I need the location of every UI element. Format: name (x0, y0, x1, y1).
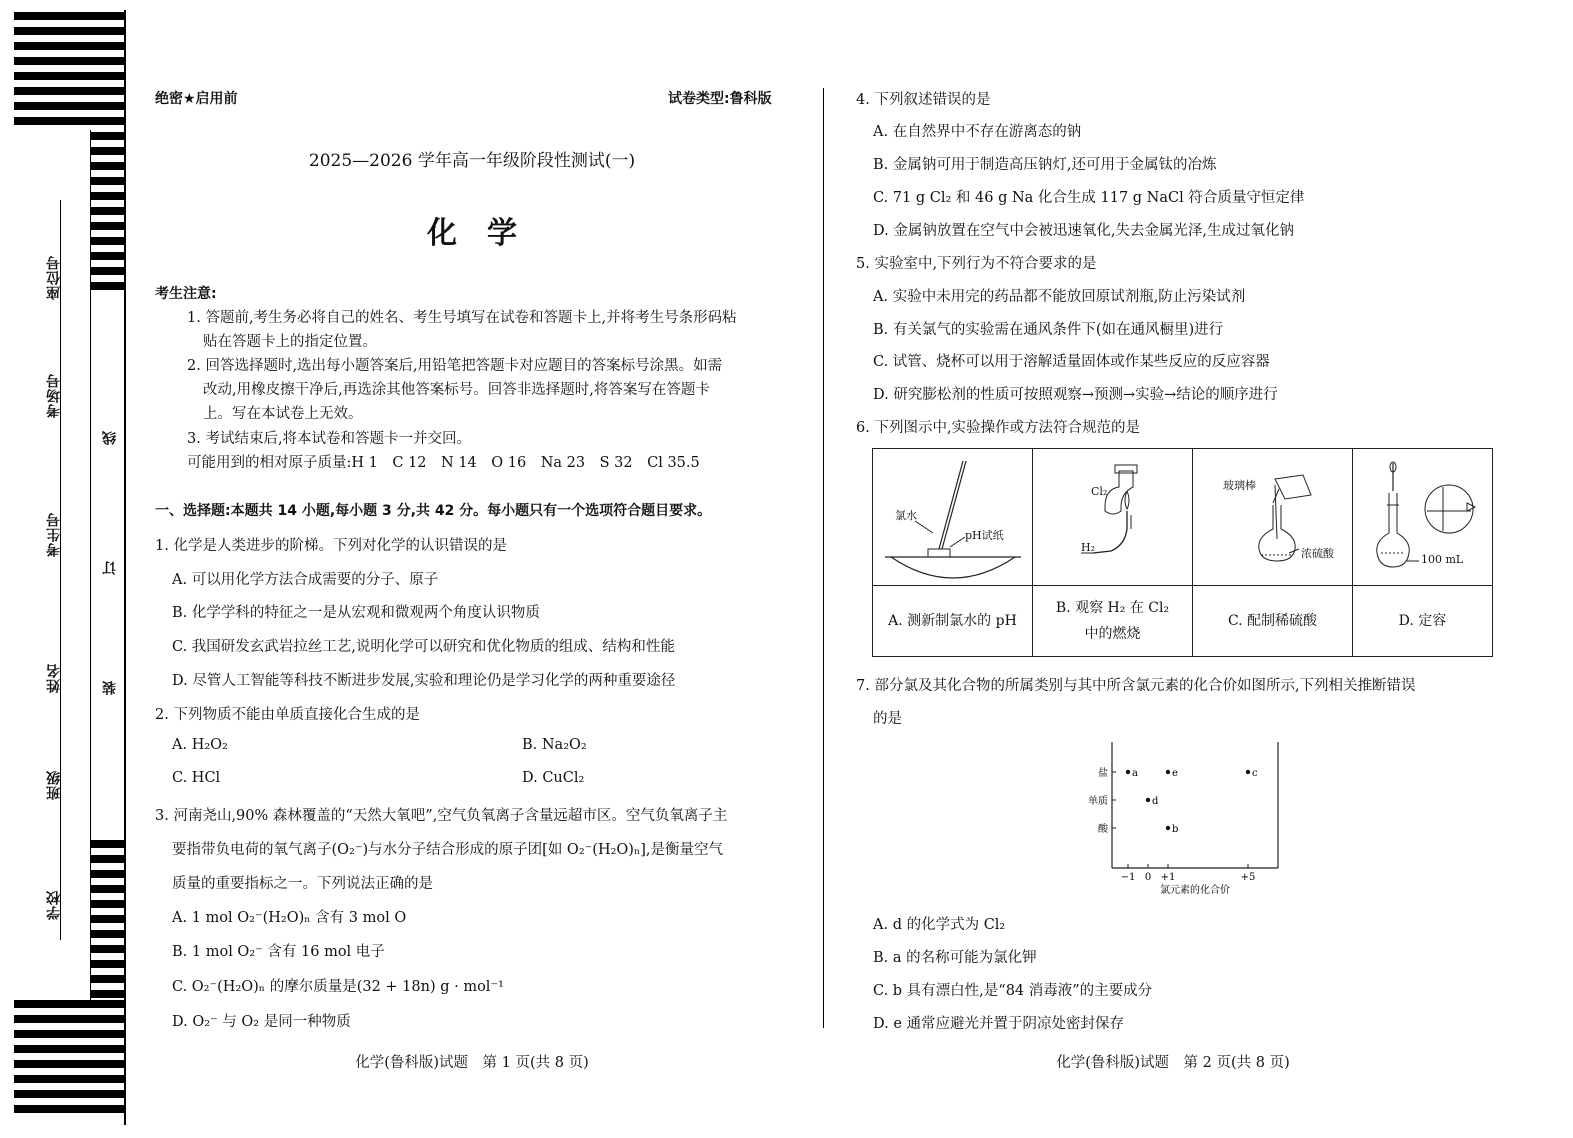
field-school[interactable]: 学校 (46, 890, 62, 920)
page2-footer: 化学(鲁科版)试题 第 2 页(共 8 页) (1056, 1055, 1290, 1071)
data-point-label: e (1172, 768, 1178, 779)
label-ph-paper: pH试纸 (965, 529, 1004, 542)
y-category-label: 盐 (1098, 768, 1108, 779)
y-category-label: 单质 (1088, 796, 1108, 807)
q6-figure-b[interactable] (1032, 448, 1193, 586)
atomic-mass-line: 可能用到的相对原子质量:H 1 C 12 N 14 O 16 Na 23 S 32 Cl 35.5 (187, 455, 700, 471)
field-student-id[interactable]: 考生号 (46, 512, 62, 557)
q1-option-c[interactable]: C. 我国研发玄武岩拉丝工艺,说明化学可以研究和优化物质的组成、结构和性能 (172, 639, 675, 655)
x-tick-label: +1 (1160, 872, 1176, 883)
x-axis-label: 氯元素的化合价 (1160, 885, 1230, 896)
data-point-label: d (1152, 796, 1159, 807)
notes-title: 考生注意: (155, 286, 217, 302)
q2-option-d[interactable]: D. CuCl₂ (522, 770, 585, 786)
data-point-label: b (1172, 824, 1179, 835)
q3-option-a[interactable]: A. 1 mol O₂⁻(H₂O)ₙ 含有 3 mol O (172, 910, 407, 926)
q3-option-b[interactable]: B. 1 mol O₂⁻ 含有 16 mol 电子 (172, 944, 385, 960)
h2-cl2-combustion-illustration (1033, 449, 1192, 585)
q4-option-c[interactable]: C. 71 g Cl₂ 和 46 g Na 化合生成 117 g NaCl 符合质量守恒定律 (873, 190, 1305, 206)
data-point-label: a (1132, 768, 1138, 779)
label-h2: H₂ (1081, 541, 1096, 554)
q6-caption-c: C. 配制稀硫酸 (1227, 613, 1318, 629)
data-point-e (1166, 770, 1170, 774)
data-point-b (1166, 826, 1170, 830)
q4-option-d[interactable]: D. 金属钠放置在空气中会被迅速氧化,失去金属光泽,生成过氧化钠 (873, 223, 1295, 239)
note-line: 改动,用橡皮擦干净后,再选涂其他答案标号。回答非选择题时,将答案写在答题卡 (203, 382, 710, 398)
dilution-illustration (1193, 449, 1352, 585)
q3-option-c[interactable]: C. O₂⁻(H₂O)ₙ 的摩尔质量是(32 + 18n) g · mol⁻¹ (172, 979, 504, 995)
q7-option-c[interactable]: C. b 具有漂白性,是“84 消毒液”的主要成分 (873, 983, 1153, 999)
column-divider (823, 88, 824, 1028)
q7-stem-line: 7. 部分氯及其化合物的所属类别与其中所含氯元素的化合价如图所示,下列相关推断错误 (856, 678, 1416, 694)
field-seat[interactable]: 座位号 (46, 255, 62, 300)
q4-option-b[interactable]: B. 金属钠可用于制造高压钠灯,还可用于金属钛的冶炼 (873, 157, 1217, 173)
q2-option-c[interactable]: C. HCl (172, 770, 221, 786)
cut-mark-line: 线 (102, 430, 118, 445)
note-line: 上。写在本试卷上无效。 (203, 406, 363, 422)
field-class[interactable]: 班级 (46, 770, 62, 800)
valence-category-chart (1084, 738, 1284, 898)
q4-stem: 4. 下列叙述错误的是 (856, 92, 991, 108)
q6-caption-b-line2: 中的燃烧 (1084, 626, 1141, 642)
paper-type: 试卷类型:鲁科版 (668, 91, 772, 107)
data-point-d (1146, 798, 1150, 802)
q1-option-b[interactable]: B. 化学学科的特征之一是从宏观和微观两个角度认识物质 (172, 605, 540, 621)
cut-mark-staple: 订 (102, 560, 118, 575)
q2-stem: 2. 下列物质不能由单质直接化合生成的是 (155, 707, 420, 723)
subject-title: 化 学 (427, 216, 517, 251)
q7-option-a[interactable]: A. d 的化学式为 Cl₂ (873, 917, 1006, 933)
label-conc-sulfuric-acid: 浓硫酸 (1301, 547, 1334, 560)
q4-option-a[interactable]: A. 在自然界中不存在游离态的钠 (873, 124, 1082, 140)
q7-stem-line: 的是 (873, 711, 902, 727)
q5-option-b[interactable]: B. 有关氯气的实验需在通风条件下(如在通风橱里)进行 (873, 322, 1224, 338)
q2-option-b[interactable]: B. Na₂O₂ (522, 737, 587, 753)
data-point-c (1246, 770, 1250, 774)
q3-option-d[interactable]: D. O₂⁻ 与 O₂ 是同一种物质 (172, 1014, 351, 1030)
label-chlorine-water: 氯水 (895, 509, 917, 522)
y-category-label: 酸 (1098, 824, 1108, 835)
data-point-label: c (1252, 768, 1258, 779)
x-tick-label: −1 (1120, 872, 1136, 883)
data-point-a (1126, 770, 1130, 774)
q5-option-a[interactable]: A. 实验中未用完的药品都不能放回原试剂瓶,防止污染试剂 (873, 289, 1246, 305)
field-exam-room[interactable]: 考场号 (46, 373, 62, 418)
q6-option-a[interactable] (872, 585, 1033, 657)
label-100ml: 100 mL (1421, 553, 1464, 566)
field-name[interactable]: 姓名 (46, 663, 62, 693)
q6-caption-d: D. 定容 (1398, 613, 1447, 629)
q6-option-c[interactable] (1192, 585, 1353, 657)
label-glass-rod: 玻璃棒 (1223, 479, 1256, 492)
q1-stem: 1. 化学是人类进步的阶梯。下列对化学的认识错误的是 (155, 538, 507, 554)
x-tick-label: 0 (1144, 872, 1152, 883)
q3-stem-line: 3. 河南尧山,90% 森林覆盖的“天然大氧吧”,空气负氧离子含量远超市区。空气负氧离子主 (155, 808, 728, 824)
q5-option-c[interactable]: C. 试管、烧杯可以用于溶解适量固体或作某些反应的反应容器 (873, 354, 1270, 370)
q5-option-d[interactable]: D. 研究膨松剂的性质可按照观察→预测→实验→结论的顺序进行 (873, 387, 1278, 403)
q1-option-d[interactable]: D. 尽管人工智能等科技不断进步发展,实验和理论仍是学习化学的两种重要途径 (172, 673, 676, 689)
page1-footer: 化学(鲁科版)试题 第 1 页(共 8 页) (355, 1055, 589, 1071)
q3-stem-line: 质量的重要指标之一。下列说法正确的是 (172, 876, 433, 892)
q6-figure-a[interactable] (872, 448, 1033, 586)
exam-title: 2025—2026 学年高一年级阶段性测试(一) (308, 151, 636, 171)
label-cl2: Cl₂ (1091, 485, 1108, 498)
q5-stem: 5. 实验室中,下列行为不符合要求的是 (856, 256, 1097, 272)
q2-option-a[interactable]: A. H₂O₂ (172, 737, 228, 753)
q6-figure-d[interactable] (1352, 448, 1493, 586)
q6-option-b[interactable] (1032, 585, 1193, 657)
q6-caption-a: A. 测新制氯水的 pH (888, 613, 1017, 629)
q6-option-d[interactable] (1352, 585, 1493, 657)
q7-option-d[interactable]: D. e 通常应避光并置于阴凉处密封保存 (873, 1016, 1125, 1032)
cut-mark-bind: 装 (102, 680, 118, 695)
note-line: 3. 考试结束后,将本试卷和答题卡一并交回。 (187, 431, 472, 447)
secret-label: 绝密★启用前 (155, 91, 238, 107)
q1-option-a[interactable]: A. 可以用化学方法合成需要的分子、原子 (172, 572, 439, 588)
section-title: 一、选择题:本题共 14 小题,每小题 3 分,共 42 分。每小题只有一个选项符合题目要求。 (155, 503, 712, 519)
q7-option-b[interactable]: B. a 的名称可能为氯化钾 (873, 950, 1037, 966)
note-line: 贴在答题卡上的指定位置。 (203, 334, 377, 350)
q6-caption-b-line1: B. 观察 H₂ 在 Cl₂ (1055, 600, 1170, 616)
x-tick-label: +5 (1240, 872, 1256, 883)
q3-stem-line: 要指带负电荷的氧气离子(O₂⁻)与水分子结合形成的原子团[如 O₂⁻(H₂O)ₙ],是衡量空气 (172, 842, 723, 858)
note-line: 1. 答题前,考生务必将自己的姓名、考生号填写在试卷和答题卡上,并将考生号条形码粘 (187, 310, 737, 326)
q7-chart (1084, 738, 1284, 898)
q6-stem: 6. 下列图示中,实验操作或方法符合规范的是 (856, 420, 1141, 436)
q6-figure-c[interactable] (1192, 448, 1353, 586)
note-line: 2. 回答选择题时,选出每小题答案后,用铅笔把答题卡对应题目的答案标号涂黑。如需 (187, 358, 723, 374)
